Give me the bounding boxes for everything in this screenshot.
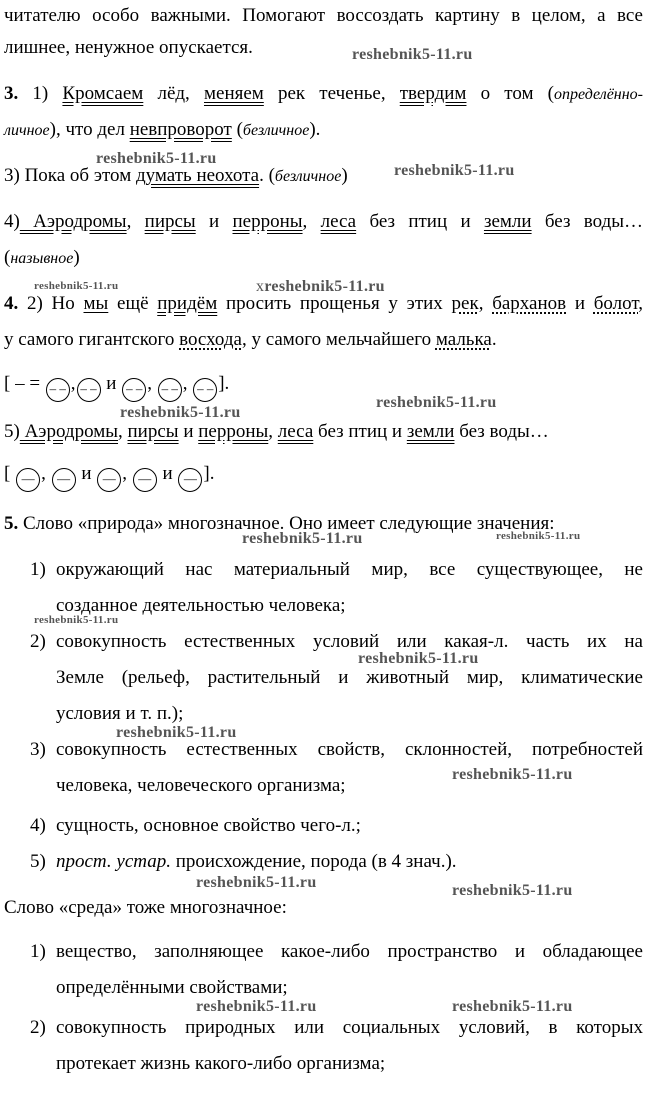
list-item-continuation: созданное деятельностью человека; — [56, 595, 346, 616]
list-item-continuation: определёнными свойствами; — [56, 977, 288, 998]
watermark: reshebnik5-11.ru — [394, 162, 515, 179]
scheme-circle: — — [52, 468, 76, 492]
list-item-continuation: человека, человеческого организма; — [56, 775, 346, 796]
task-3-type-label: (назывное) — [4, 247, 80, 268]
scheme-circle: – – — [46, 378, 70, 402]
scheme-circle: – – — [193, 378, 217, 402]
scheme-1: [ – = – – , – – и – – , – – , – – ]. — [4, 372, 643, 402]
scheme-2: [ — , — и — , — и — ]. — [4, 462, 643, 492]
scheme-circle: — — [178, 468, 202, 492]
watermark: reshebnik5-11.ru — [496, 530, 581, 542]
text-line: лишнее, ненужное опускается. — [4, 37, 253, 58]
scheme-circle: — — [97, 468, 121, 492]
watermark: reshebnik5-11.ru — [196, 998, 317, 1015]
watermark: reshebnik5-11.ru — [34, 280, 119, 292]
task-3-sentence-4: 4) Аэродромы, пирсы и перроны, леса без птиц и земли без воды… — [4, 211, 644, 232]
task-4-line-1: 4. 2) Но мы ещё придём просить прощенья у этих рек, барханов и болот, — [4, 293, 644, 314]
task-3-line-1: 3. 1) Кромсаем лёд, меняем рек теченье, твердим о том (определённо- — [4, 83, 643, 104]
scheme-circle: — — [133, 468, 157, 492]
scheme-circle: — — [16, 468, 40, 492]
watermark: reshebnik5-11.ru — [376, 394, 497, 411]
watermark: reshebnik5-11.ru — [358, 650, 479, 667]
watermark: reshebnik5-11.ru — [452, 766, 573, 783]
task-3-sentence-3: 3) Пока об этом думать неохота. (безличное) — [4, 165, 348, 186]
list-item-continuation: протекает жизнь какого-либо организма; — [56, 1053, 386, 1074]
task-5-heading: 5. Слово «природа» многозначное. Оно имеет следующие значения: — [4, 513, 555, 534]
scheme-circle: – – — [122, 378, 146, 402]
scheme-circle: – – — [77, 378, 101, 402]
watermark: reshebnik5-11.ru — [196, 874, 317, 891]
task-3-line-2: личное), что дел невпроворот (безличное). — [4, 119, 321, 140]
list-item-continuation: условия и т. п.); — [56, 703, 184, 724]
watermark: xreshebnik5-11.ru — [256, 278, 385, 295]
watermark: reshebnik5-11.ru — [34, 614, 119, 626]
list-item-continuation: Земле (рельеф, растительный и животный мир, климатические — [56, 667, 643, 688]
scheme-circle: – – — [158, 378, 182, 402]
watermark: reshebnik5-11.ru — [242, 530, 363, 547]
watermark: reshebnik5-11.ru — [116, 724, 237, 741]
text-line: читателю особо важными. Помогают воссоздать картину в целом, а все — [4, 5, 643, 26]
task-4-line-2: у самого гигантского восхода, у самого мельчайшего малька. — [4, 329, 497, 350]
sreda-heading: Слово «среда» тоже многозначное: — [4, 897, 287, 918]
watermark: reshebnik5-11.ru — [352, 46, 473, 63]
watermark: reshebnik5-11.ru — [96, 150, 217, 167]
watermark: reshebnik5-11.ru — [120, 404, 241, 421]
watermark: reshebnik5-11.ru — [452, 998, 573, 1015]
watermark: reshebnik5-11.ru — [452, 882, 573, 899]
task-4-sentence-5: 5) Аэродромы, пирсы и перроны, леса без птиц и земли без воды… — [4, 421, 549, 442]
